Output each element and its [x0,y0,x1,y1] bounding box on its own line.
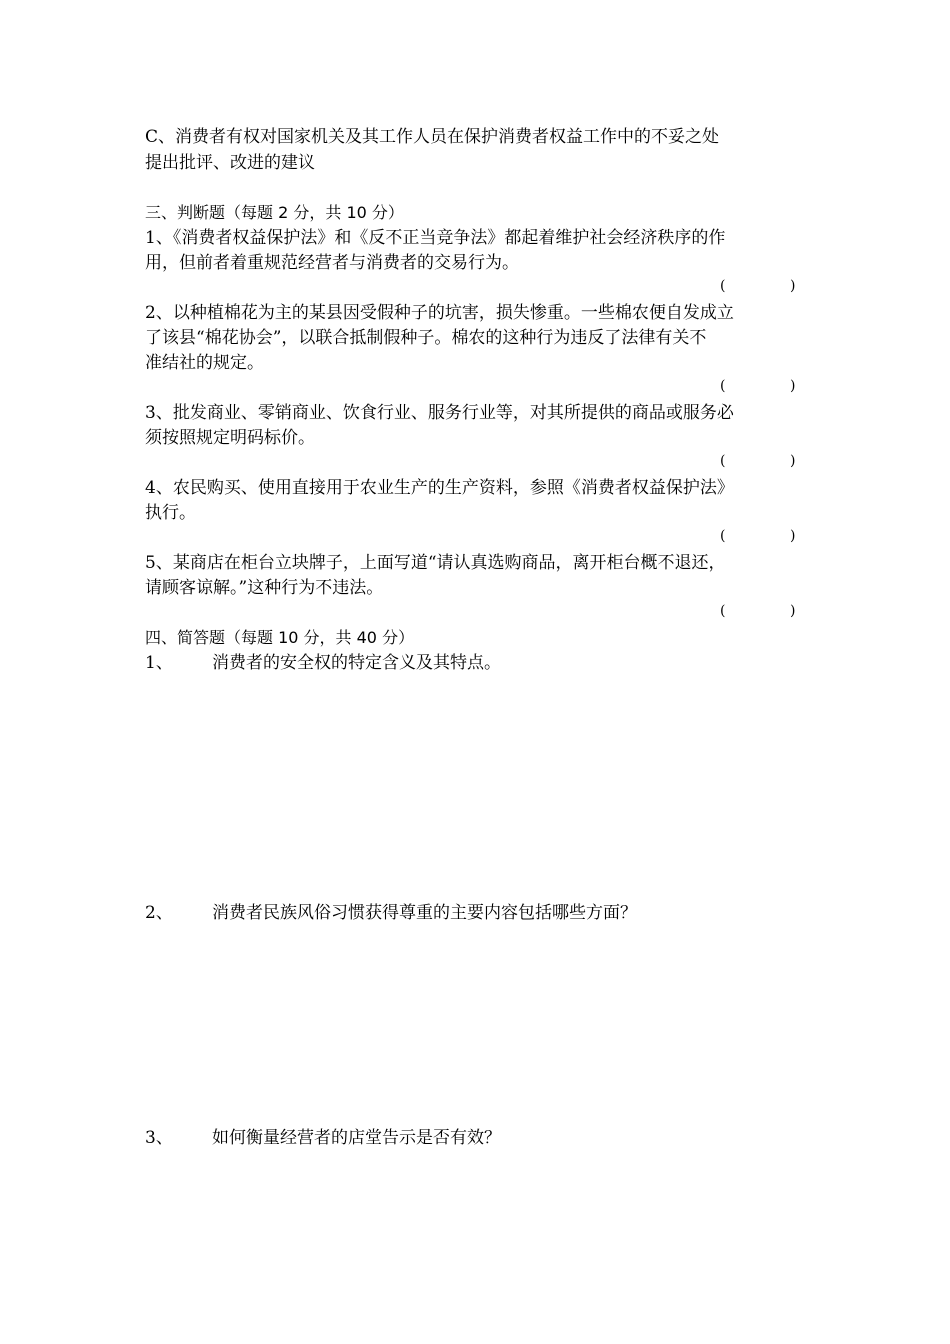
paren-close: ) [790,378,796,394]
paren-open: ( [720,278,726,294]
paren-open: ( [720,528,726,544]
short-answer-1-number: 1、 [145,653,173,673]
judge-item-2-line-3: 准结社的规定。 [145,353,264,373]
judge-item-4-line-1: 4、农民购买、使用直接用于农业生产的生产资料，参照《消费者权益保护法》 [145,478,734,498]
short-answer-2-text: 消费者民族风俗习惯获得尊重的主要内容包括哪些方面？ [212,903,637,923]
judge-item-2-line-1: 2、以种植棉花为主的某县因受假种子的坑害，损失惨重。一些棉农便自发成立 [145,303,734,323]
judge-item-5-line-2: 请顾客谅解。”这种行为不违法。 [145,578,384,598]
section-3-heading: 三、判断题（每题 2 分，共 10 分） [145,203,404,222]
paren-open: ( [720,603,726,619]
short-answer-3-number: 3、 [145,1128,173,1148]
short-answer-3-text: 如何衡量经营者的店堂告示是否有效？ [212,1128,501,1148]
short-answer-1-text: 消费者的安全权的特定含义及其特点。 [212,653,501,673]
judge-item-1-line-1: 1、《消费者权益保护法》和《反不正当竞争法》都起着维护社会经济秩序的作 [145,228,726,248]
judge-item-4-line-2: 执行。 [145,503,196,523]
judge-item-1-line-2: 用，但前者着重规范经营者与消费者的交易行为。 [145,253,519,273]
judge-item-3-line-1: 3、批发商业、零销商业、饮食行业、服务行业等，对其所提供的商品或服务必 [145,403,734,423]
option-c-line-2: 提出批评、改进的建议 [145,153,315,173]
paren-open: ( [720,453,726,469]
option-c-line-1: C、消费者有权对国家机关及其工作人员在保护消费者权益工作中的不妥之处 [145,127,720,147]
paren-close: ) [790,603,796,619]
section-4-heading: 四、简答题（每题 10 分，共 40 分） [145,628,415,647]
paren-close: ) [790,528,796,544]
judge-item-3-line-2: 须按照规定明码标价。 [145,428,315,448]
paren-open: ( [720,378,726,394]
paren-close: ) [790,278,796,294]
short-answer-2-number: 2、 [145,903,173,923]
judge-item-2-line-2: 了该县“棉花协会”，以联合抵制假种子。棉农的这种行为违反了法律有关不 [145,328,707,348]
judge-item-5-line-1: 5、某商店在柜台立块牌子，上面写道“请认真选购商品，离开柜台概不退还， [145,553,726,573]
paren-close: ) [790,453,796,469]
